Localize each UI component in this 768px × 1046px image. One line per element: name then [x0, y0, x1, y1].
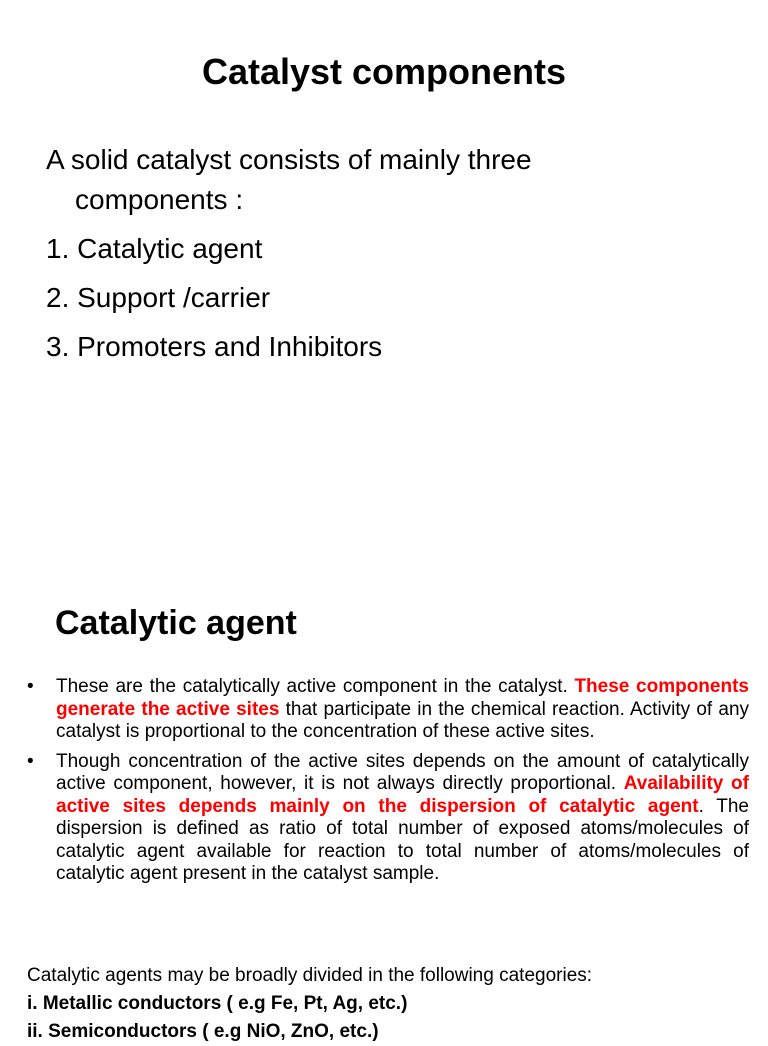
categories-intro-text: Catalytic agents may be broadly divided in the following categories:	[27, 965, 593, 986]
catalyst-components-body	[46, 140, 726, 376]
bullet-dot-icon: •	[27, 750, 34, 772]
category-metallic-conductors: i. Metallic conductors ( e.g Fe, Pt, Ag, etc.)	[27, 993, 408, 1014]
list-item-catalytic-agent: 1. Catalytic agent	[46, 233, 263, 264]
components-numbered-list	[46, 229, 726, 367]
section-title-catalytic-agent: Catalytic agent	[55, 604, 297, 642]
catalytic-agent-bullet-list	[27, 676, 749, 893]
intro-text-line-2: components :	[75, 184, 244, 215]
bullet-2-text-end: . The dispersion is defined as ratio of total number of exposed atoms/molecules of catalytic agent available for reaction to total number of atoms/molecules of catalytic agent present in the catalyst sample.	[56, 795, 749, 884]
bullet-dot-icon: •	[27, 676, 34, 697]
list-item-support-carrier: 2. Support /carrier	[46, 282, 271, 313]
bullet-1-highlight: These components generate the active sites	[56, 676, 749, 720]
bullet-active-component	[27, 676, 749, 744]
list-item-promoters-inhibitors: 3. Promoters and Inhibitors	[46, 331, 383, 362]
bullet-2-text-start: Though concentration of the active sites depends on the amount of catalytically active component, however, it is not always directly proportional.	[56, 750, 749, 794]
intro-text-line-1: A solid catalyst consists of mainly three	[46, 144, 532, 175]
category-semiconductors: ii. Semiconductors ( e.g NiO, ZnO, etc.)	[27, 1021, 379, 1042]
bullet-1-text-end: that participate in the chemical reaction. Activity of any catalyst is proportional to the concentration of these active sites.	[56, 698, 750, 742]
bullet-active-sites-dispersion	[27, 751, 749, 886]
bullet-2-highlight: Availability of active sites depends mainly on the dispersion of catalytic agent	[56, 773, 749, 817]
catalytic-agent-categories	[27, 962, 757, 1046]
bullet-1-text-start: These are the catalytically active component in the catalyst.	[56, 676, 575, 697]
slide-title-catalyst-components: Catalyst components	[201, 51, 567, 92]
